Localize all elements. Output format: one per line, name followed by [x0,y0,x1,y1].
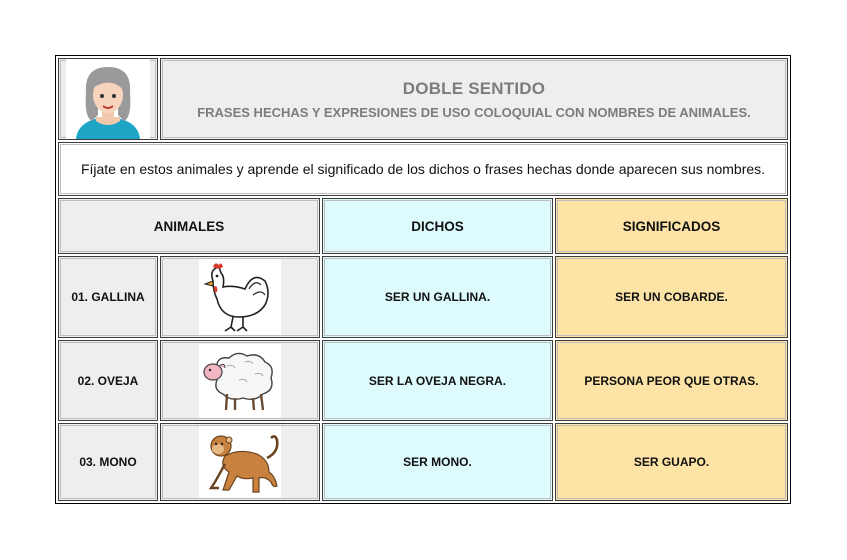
animal-name: 01. GALLINA [71,290,145,304]
meaning-cell [555,340,788,421]
table-row-label [58,423,158,501]
worksheet-table [55,55,791,504]
page-title: DOBLE SENTIDO [402,78,546,98]
page-subtitle: FRASES HECHAS Y EXPRESIONES DE USO COLOQUIAL CON NOMBRES DE ANIMALES. [197,104,751,120]
meaning-cell [555,423,788,501]
meaning-text: SER UN COBARDE. [615,290,728,304]
meaning-text: PERSONA PEOR QUE OTRAS. [584,373,759,388]
header-meanings-label: SIGNIFICADOS [622,218,721,234]
instruction-cell [58,142,788,196]
animal-name: 02. OVEJA [77,373,139,388]
header-animals-label: ANIMALES [153,218,225,234]
saying-text: SER UN GALLINA. [384,290,491,304]
animal-picture-cell [160,256,320,338]
header-sayings-label: DICHOS [411,218,464,234]
header-animals [58,198,320,254]
monkey-icon [199,426,281,498]
meaning-text: SER GUAPO. [633,455,710,469]
avatar-cell [58,58,158,140]
saying-text: SER MONO. [403,455,472,469]
saying-text: SER LA OVEJA NEGRA. [368,373,507,388]
meaning-cell [555,256,788,338]
sheep-icon [199,344,281,418]
animal-name: 03. MONO [79,455,137,469]
woman-avatar [66,59,150,139]
animal-picture-cell [160,423,320,501]
header-sayings [322,198,553,254]
saying-cell [322,423,553,501]
table-row-label [58,256,158,338]
saying-cell [322,256,553,338]
table-row-label [58,340,158,421]
title-cell [160,58,788,140]
header-meanings [555,198,788,254]
hen-icon [199,259,281,335]
instruction-text: Fíjate en estos animales y aprende el significado de los dichos o frases hechas donde aparecen sus nombres. [80,161,766,177]
saying-cell [322,340,553,421]
animal-picture-cell [160,340,320,421]
